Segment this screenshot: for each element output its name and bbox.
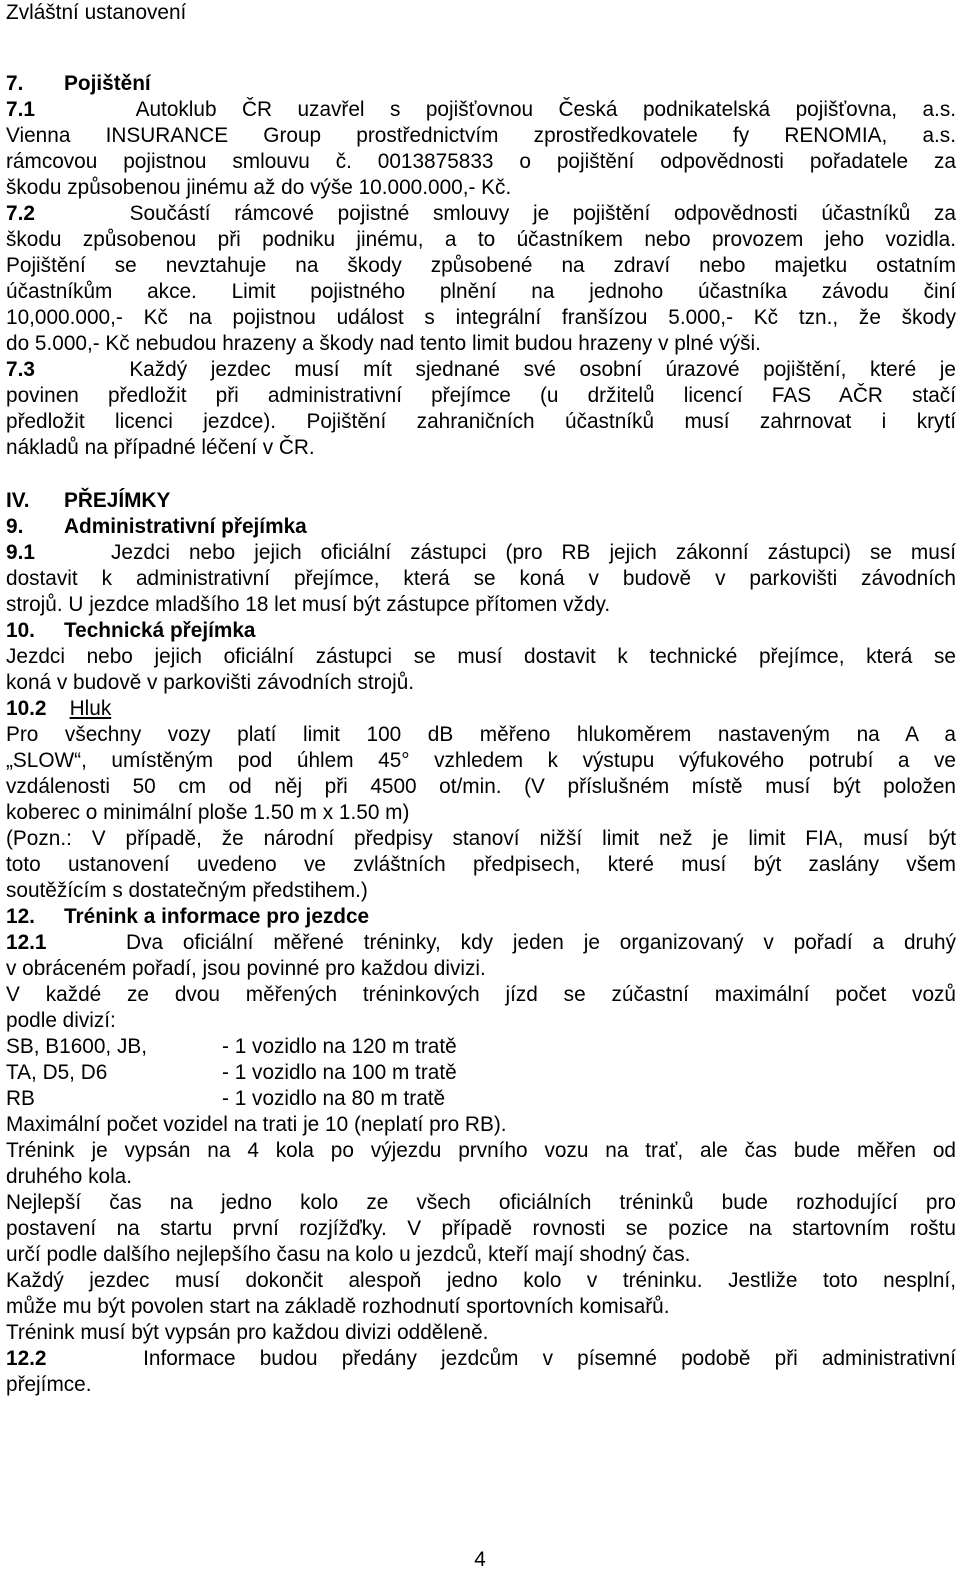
paragraph-12-1-line: podle divizí: xyxy=(6,1009,116,1032)
paragraph-7-1-line: rámcovou pojistnou smlouvu č. 0013875833 o pojištění odpovědnosti pořadatele za xyxy=(6,150,956,173)
paragraph-7-3-line: předložit licenci jezdce). Pojištění zahraničních účastníků musí zahrnovat i krytí xyxy=(6,410,956,433)
paragraph-12-line: může mu být povolen start na základě rozhodnutí sportovních komisařů. xyxy=(6,1295,670,1318)
paragraph-12-1-line: V každé ze dvou měřených tréninkových jízd se zúčastní maximální počet vozů xyxy=(6,983,956,1006)
paragraph-12-line: určí podle dalšího nejlepšího času na kolo u jezdců, kteří mají shodný čas. xyxy=(6,1243,691,1266)
paragraph-10-2-note-line: soutěžícím s dostatečným předstihem.) xyxy=(6,879,368,902)
paragraph-10-line: koná v budově v parkovišti závodních strojů. xyxy=(6,671,415,694)
paragraph-7-2-line: škodu způsobenou při podniku jinému, a to účastníkem nebo provozem jeho vozidla. xyxy=(6,228,956,251)
paragraph-12-2-line: 12.2 Informace budou předány jezdcům v písemné podobě při administrativní xyxy=(6,1347,956,1370)
section-heading-9: 9. Administrativní přejímka xyxy=(6,515,307,538)
division-row: TA, D5, D6 - 1 vozidlo na 100 m tratě xyxy=(6,1061,457,1084)
paragraph-12-2-line: přejímce. xyxy=(6,1373,92,1396)
paragraph-9-1-line: dostavit k administrativní přejímce, která se koná v budově v parkovišti závodních xyxy=(6,567,956,590)
paragraph-12-line: Trénink musí být vypsán pro každou divizi odděleně. xyxy=(6,1321,489,1344)
paragraph-9-1-line: strojů. U jezdce mladšího 18 let musí být zástupce přítomen vždy. xyxy=(6,593,611,616)
paragraph-10-line: Jezdci nebo jejich oficiální zástupci se musí dostavit k technické přejímce, která se xyxy=(6,645,956,668)
section-heading-7: 7. Pojištění xyxy=(6,72,151,95)
paragraph-7-1-line: 7.1 Autoklub ČR uzavřel s pojišťovnou Česká podnikatelská pojišťovna, a.s. xyxy=(6,98,956,121)
paragraph-7-3-line: 7.3 Každý jezdec musí mít sjednané své osobní úrazové pojištění, které je xyxy=(6,358,956,381)
paragraph-10-2-line: vzdálenosti 50 cm od něj při 4500 ot/min. (V příslušném místě musí být položen xyxy=(6,775,956,798)
paragraph-10-2-note-line: toto ustanovení uvedeno ve zvláštních předpisech, které musí být zaslány všem xyxy=(6,853,956,876)
paragraph-12-line: Maximální počet vozidel na trati je 10 (neplatí pro RB). xyxy=(6,1113,507,1136)
paragraph-12-line: druhého kola. xyxy=(6,1165,133,1188)
paragraph-12-1-line: v obráceném pořadí, jsou povinné pro každou divizi. xyxy=(6,957,486,980)
paragraph-7-2-line: do 5.000,- Kč nebudou hrazeny a škody nad tento limit budou hrazeny v plné výši. xyxy=(6,332,761,355)
section-heading-10: 10. Technická přejímka xyxy=(6,619,256,642)
paragraph-7-3-line: povinen předložit při administrativní přejímce (u držitelů licencí FAS AČR stačí xyxy=(6,384,956,407)
subsection-heading-10-2: 10.2 Hluk xyxy=(6,697,112,720)
paragraph-12-line: Každý jezdec musí dokončit alespoň jedno kolo v tréninku. Jestliže toto nesplní, xyxy=(6,1269,956,1292)
paragraph-7-1-line: Vienna INSURANCE Group prostřednictvím zprostředkovatele fy RENOMIA, a.s. xyxy=(6,124,956,147)
paragraph-12-1-line: 12.1 Dva oficiální měřené tréninky, kdy jeden je organizovaný v pořadí a druhý xyxy=(6,931,956,954)
paragraph-7-2-line: Pojištění se nevztahuje na škody způsobené na zdraví nebo majetku ostatním xyxy=(6,254,956,277)
division-row: SB, B1600, JB, - 1 vozidlo na 120 m tratě xyxy=(6,1035,457,1058)
page-number: 4 xyxy=(474,1548,486,1571)
paragraph-9-1-line: 9.1 Jezdci nebo jejich oficiální zástupci (pro RB jejich zákonní zástupci) se musí xyxy=(6,541,956,564)
paragraph-7-2-line: 7.2 Součástí rámcové pojistné smlouvy je pojištění odpovědnosti účastníků za xyxy=(6,202,956,225)
paragraph-10-2-note-line: (Pozn.: V případě, že národní předpisy stanoví nižší limit než je limit FIA, musí být xyxy=(6,827,956,850)
section-heading-12: 12. Trénink a informace pro jezdce xyxy=(6,905,370,928)
section-heading-iv: IV. PŘEJÍMKY xyxy=(6,489,171,512)
paragraph-10-2-line: „SLOW“, umístěným pod úhlem 45° vzhledem k výstupu výfukového potrubí a ve xyxy=(6,749,956,772)
paragraph-10-2-line: koberec o minimální ploše 1.50 m x 1.50 m) xyxy=(6,801,410,824)
paragraph-7-2-line: 10,000.000,- Kč na pojistnou událost s integrální franšízou 5.000,- Kč tzn., že škody xyxy=(6,306,956,329)
paragraph-7-3-line: nákladů na případné léčení v ČR. xyxy=(6,436,315,459)
paragraph-12-line: postavení na startu první rozjížďky. V případě rovnosti se pozice na startovním roštu xyxy=(6,1217,956,1240)
paragraph-7-2-line: účastníkům akce. Limit pojistného plnění na jednoho účastníka závodu činí xyxy=(6,280,956,303)
paragraph-10-2-line: Pro všechny vozy platí limit 100 dB měřeno hlukoměrem nastaveným na A a xyxy=(6,723,956,746)
page-header: Zvláštní ustanovení xyxy=(6,1,187,24)
paragraph-7-1-line: škodu způsobenou jinému až do výše 10.000.000,- Kč. xyxy=(6,176,512,199)
paragraph-12-line: Trénink je vypsán na 4 kola po výjezdu prvního vozu na trať, ale čas bude měřen od xyxy=(6,1139,956,1162)
paragraph-12-line: Nejlepší čas na jedno kolo ze všech oficiálních tréninků bude rozhodující pro xyxy=(6,1191,956,1214)
division-row: RB - 1 vozidlo na 80 m tratě xyxy=(6,1087,446,1110)
